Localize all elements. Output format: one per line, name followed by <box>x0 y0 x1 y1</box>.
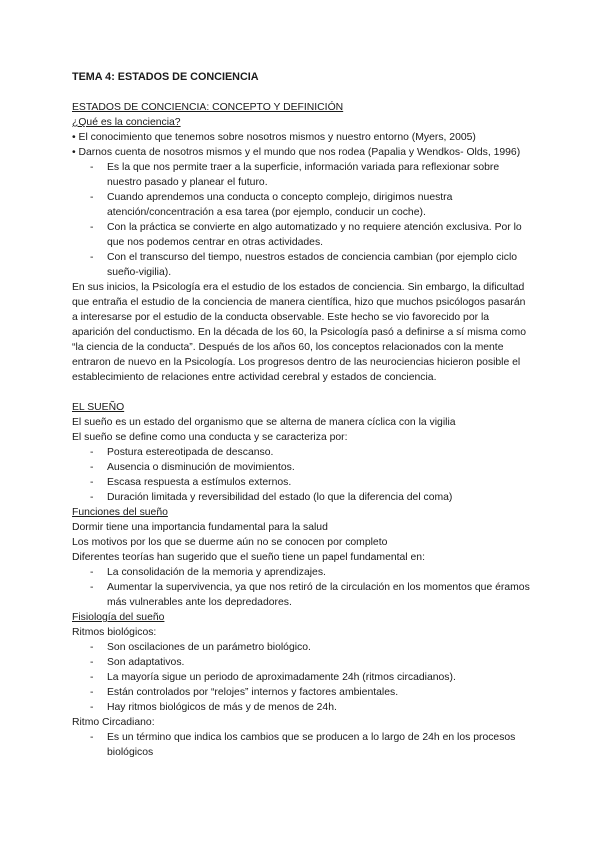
subheading-funciones: Funciones del sueño <box>72 507 168 518</box>
text-line: Dormir tiene una importancia fundamental para la salud <box>72 522 328 533</box>
list-item: - Duración limitada y reversibilidad del estado (lo que la diferencia del coma) <box>72 490 532 505</box>
sueno-characteristics-list <box>72 445 532 505</box>
text-line: El sueño es un estado del organismo que se alterna de manera cíclica con la vigilia <box>72 417 456 428</box>
list-item: - Hay ritmos biológicos de más y de menos de 24h. <box>72 700 532 715</box>
text-line: Ritmos biológicos: <box>72 627 157 638</box>
text-line: Diferentes teorías han sugerido que el sueño tiene un papel fundamental en: <box>72 552 425 563</box>
text-line: Ritmo Circadiano: <box>72 717 155 728</box>
list-item: - Ausencia o disminución de movimientos. <box>72 460 532 475</box>
ritmos-list <box>72 640 532 715</box>
text-line: El sueño se define como una conducta y se caracteriza por: <box>72 432 348 443</box>
list-item: - Están controlados por “relojes” internos y factores ambientales. <box>72 685 532 700</box>
list-item: - La mayoría sigue un periodo de aproximadamente 24h (ritmos circadianos). <box>72 670 532 685</box>
list-item: - Son oscilaciones de un parámetro biológico. <box>72 640 532 655</box>
section-heading-sueno: EL SUEÑO <box>72 402 125 413</box>
definition-bullet: • El conocimiento que tenemos sobre nosotros mismos y nuestro entorno (Myers, 2005) <box>72 132 476 143</box>
text-line: Los motivos por los que se duerme aún no se conocen por completo <box>72 537 388 548</box>
circadiano-list <box>72 730 532 760</box>
list-item: - Con la práctica se convierte en algo automatizado y no requiere atención exclusiva. Por lo que nos podemos centrar en otras actividades. <box>72 220 532 250</box>
document-page <box>72 70 532 760</box>
list-item: - Postura estereotipada de descanso. <box>72 445 532 460</box>
section-heading-estados: ESTADOS DE CONCIENCIA: CONCEPTO Y DEFINICIÓN <box>72 102 344 113</box>
list-item: - Con el transcurso del tiempo, nuestros estados de conciencia cambian (por ejemplo ciclo sueño-vigilia). <box>72 250 532 280</box>
document-title: TEMA 4: ESTADOS DE CONCIENCIA <box>72 71 259 83</box>
list-item: - La consolidación de la memoria y aprendizajes. <box>72 565 532 580</box>
list-item: - Es la que nos permite traer a la superficie, información variada para reflexionar sobre nuestro pasado y planear el futuro. <box>72 160 532 190</box>
definition-bullet: • Darnos cuenta de nosotros mismos y el mundo que nos rodea (Papalia y Wendkos- Olds, 1996) <box>72 147 521 158</box>
list-item: - Aumentar la supervivencia, ya que nos retiró de la circulación en los momentos que éramos más vulnerables ante los depredadores. <box>72 580 532 610</box>
conciencia-list <box>72 160 532 280</box>
funciones-list <box>72 565 532 610</box>
question-heading: ¿Qué es la conciencia? <box>72 117 181 128</box>
list-item: - Es un término que indica los cambios que se producen a lo largo de 24h en los procesos biológicos <box>72 730 532 760</box>
list-item: - Escasa respuesta a estímulos externos. <box>72 475 532 490</box>
list-item: - Son adaptativos. <box>72 655 532 670</box>
subheading-fisiologia: Fisiología del sueño <box>72 612 165 623</box>
history-paragraph: En sus inicios, la Psicología era el estudio de los estados de conciencia. Sin embargo, la dificultad que entraña el estudio de la conciencia de manera científica, hizo que muchos psicólogos pasarán a interesarse por el estudio de la conducta observable. Este hecho se vio favorecido por la aparición del conductismo. En la década de los 60, la Psicología pasó a definirse a sí misma como “la ciencia de la conducta”. Después de los años 60, los conceptos relacionados con la mente entraron de nuevo en la Psicología. Los progresos dentro de las neurociencias hicieron posible el establecimiento de relaciones entre actividad cerebral y estados de conciencia. <box>72 282 526 383</box>
list-item: - Cuando aprendemos una conducta o concepto complejo, dirigimos nuestra atención/concentración a esa tarea (por ejemplo, conducir un coche). <box>72 190 532 220</box>
